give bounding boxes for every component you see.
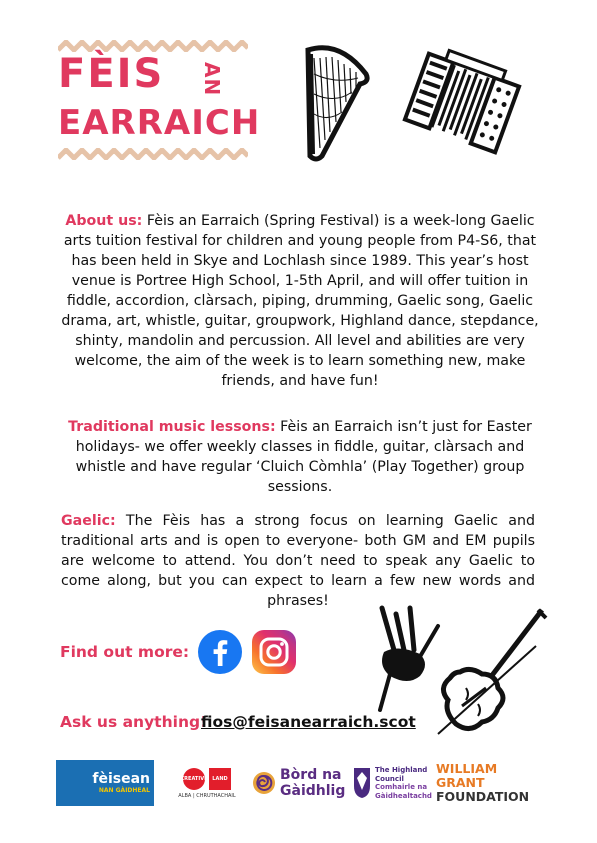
bord-logo-line2: Gàidhlig: [280, 783, 346, 799]
lessons-label: Traditional music lessons:: [68, 419, 276, 435]
highland-logo-line2: Council: [375, 774, 404, 783]
william-grant-foundation-logo: [436, 760, 548, 806]
instagram-icon[interactable]: [252, 630, 296, 674]
email-link[interactable]: fios@feisanearraich.scot: [201, 713, 416, 731]
bord-logo-line1: Bòrd na: [280, 767, 342, 783]
feisean-logo-text: fèisean: [92, 771, 150, 787]
gaelic-text: The Fèis has a strong focus on learning Gaelic and traditional arts and is open to everyone- both GM and EM pupils are welcome to attend. You don’t need to speak any Gaelic to come along, but you can expect to learn a few new words and phrases!: [61, 513, 535, 609]
gaelic-paragraph: [61, 511, 535, 611]
about-text: Fèis an Earraich (Spring Festival) is a week-long Gaelic arts tuition festival for children and young people from P4-S6, that has been held in Skye and Lochlash since 1989. This year’s host venue is Portree High School, 1-5th April, and will offer tuition in fiddle, accordion, clàrsach, piping, drumming, Gaelic song, Gaelic drama, art, whistle, guitar, groupwork, Highland dance, stepdance, shinty, mandolin and percussion. All level and abilities are very welcome, the aim of the week is to learn something new, make friends, and have fun!: [61, 213, 539, 389]
gaelic-label: Gaelic:: [61, 513, 116, 529]
feisean-logo-subtext: NAN GÀIDHEAL: [98, 787, 150, 794]
about-label: About us:: [65, 213, 143, 229]
fiddle-illustration: [434, 608, 550, 736]
logo-zigzag-bottom: [58, 148, 248, 160]
highland-logo-line4: Gàidhealtachd: [375, 791, 432, 800]
logo-line2: EARRAICH: [58, 103, 261, 143]
highland-logo-line1: The Highland: [375, 766, 428, 774]
lessons-paragraph: [62, 417, 538, 497]
logo-side-text: AN: [200, 62, 224, 97]
facebook-icon[interactable]: [198, 630, 242, 674]
harp-illustration: [300, 44, 372, 164]
highland-council-logo: [352, 760, 434, 806]
accordion-illustration: [402, 40, 522, 166]
creative-scotland-logo: [167, 760, 247, 806]
wg-logo-line1: WILLIAM GRANT: [436, 761, 498, 790]
highland-logo-line3: Comhairle na: [375, 783, 428, 791]
wg-logo-line2: FOUNDATION: [436, 789, 530, 804]
about-paragraph: [58, 211, 542, 391]
find-out-more-label: Find out more:: [60, 643, 190, 661]
bord-na-gaidhlig-logo: [252, 760, 347, 806]
highland-council-emblem-icon: [352, 766, 372, 800]
ask-label: Ask us anything!: [60, 713, 208, 731]
feis-logo: [58, 40, 261, 165]
bord-spiral-icon: [252, 771, 276, 795]
lessons-text: Fèis an Earraich isn’t just for Easter holidays- we offer weekly classes in fiddle, guitar, clàrsach and whistle and have regular ‘Cluich Còmhla’ (Play Together) group sessions.: [75, 419, 532, 495]
logo-line1: FÈIS: [58, 51, 165, 97]
creative-logo-left: CREATIVE: [183, 768, 205, 790]
creative-logo-subtext: ALBA | CHRUTHACHAIL: [178, 792, 236, 799]
creative-logo-right: LAND: [209, 768, 231, 790]
feisean-logo: [56, 760, 154, 806]
